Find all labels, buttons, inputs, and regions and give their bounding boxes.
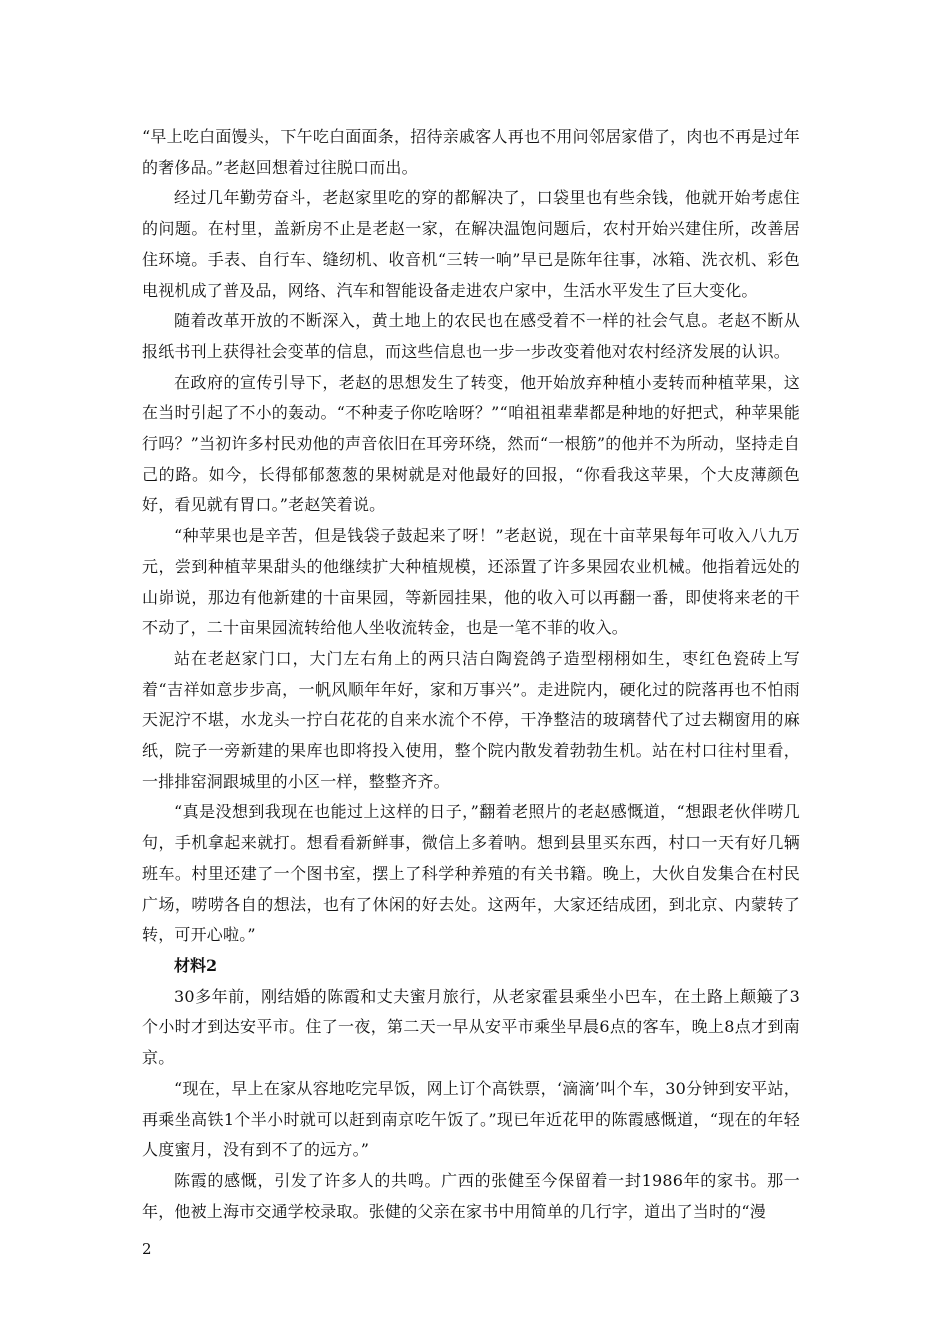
paragraph: 经过几年勤劳奋斗，老赵家里吃的穿的都解决了，口袋里也有些余钱，他就开始考虑住的问题。在村里，盖新房不止是老赵一家，在解决温饱问题后，农村开始兴建住所，改善居住环境。手表、自行车、缝纫机、收音机“三转一响”早已是陈年往事，冰箱、洗衣机、彩色电视机成了普及品，网络、汽车和智能设备走进农户家中，生活水平发生了巨大变化。 xyxy=(142,188,800,300)
paragraph: 陈霞的感慨，引发了许多人的共鸣。广西的张健至今保留着一封1986年的家书。那一年，他被上海市交通学校录取。张健的父亲在家书中用简单的几行字，道出了当时的“漫 xyxy=(142,1170,800,1221)
paragraph: “种苹果也是辛苦，但是钱袋子鼓起来了呀！”老赵说，现在十亩苹果每年可收入八九万元，尝到种植苹果甜头的他继续扩大种植规模，还添置了许多果园农业机械。他指着远处的山峁说，那边有他新建的十亩果园，等新园挂果，他的收入可以再翻一番，即使将来老的干不动了，二十亩果园流转给他人坐收流转金，也是一笔不菲的收入。 xyxy=(142,526,800,638)
section-heading: 材料2 xyxy=(174,955,218,975)
paragraph: 30多年前，刚结婚的陈霞和丈夫蜜月旅行，从老家霍县乘坐小巴车，在土路上颠簸了3个小时才到达安平市。住了一夜，第二天一早从安平市乘坐早晨6点的客车，晚上8点才到南京。 xyxy=(142,986,800,1068)
paragraph: 站在老赵家门口，大门左右角上的两只洁白陶瓷鸽子造型栩栩如生，枣红色瓷砖上写着“吉祥如意步步高，一帆风顺年年好，家和万事兴”。走进院内，硬化过的院落再也不怕雨天泥泞不堪，水龙头一拧白花花的自来水流个不停，干净整洁的玻璃替代了过去糊窗用的麻纸，院子一旁新建的果库也即将投入使用，整个院内散发着勃勃生机。站在村口往村里看，一排排窑洞跟城里的小区一样，整整齐齐。 xyxy=(142,648,800,791)
paragraph: 随着改革开放的不断深入，黄土地上的农民也在感受着不一样的社会气息。老赵不断从报纸书刊上获得社会变革的信息，而这些信息也一步一步改变着他对农村经济发展的认识。 xyxy=(142,311,800,361)
document-body xyxy=(142,122,800,1227)
paragraph: “真是没想到我现在也能过上这样的日子，”翻着老照片的老赵感慨道，“想跟老伙伴唠几句，手机拿起来就打。想看看新鲜事，微信上多着呐。想到县里买东西，村口一天有好几辆班车。村里还建了一个图书室，摆上了科学种养殖的有关书籍。晚上，大伙自发集合在村民广场，唠唠各自的想法，也有了休闲的好去处。这两年，大家还结成团，到北京、内蒙转了转，可开心啦。” xyxy=(142,802,800,945)
page-number: 2 xyxy=(142,1240,152,1258)
paragraph: “早上吃白面馒头，下午吃白面面条，招待亲戚客人再也不用问邻居家借了，肉也不再是过年的奢侈品。”老赵回想着过往脱口而出。 xyxy=(142,127,800,177)
paragraph: “现在，早上在家从容地吃完早饭，网上订个高铁票，‘滴滴’叫个车，30分钟到安平站，再乘坐高铁1个半小时就可以赶到南京吃午饭了。”现已年近花甲的陈霞感慨道，“现在的年轻人度蜜月，没有到不了的远方。” xyxy=(142,1078,800,1160)
paragraph: 在政府的宣传引导下，老赵的思想发生了转变，他开始放弃种植小麦转而种植苹果，这在当时引起了不小的轰动。“不种麦子你吃啥呀？”“咱祖祖辈辈都是种地的好把式，种苹果能行吗？”当初许多村民劝他的声音依旧在耳旁环绕，然而“一根筋”的他并不为所动，坚持走自己的路。如今，长得郁郁葱葱的果树就是对他最好的回报，“你看我这苹果，个大皮薄颜色好，看见就有胃口。”老赵笑着说。 xyxy=(142,372,800,515)
